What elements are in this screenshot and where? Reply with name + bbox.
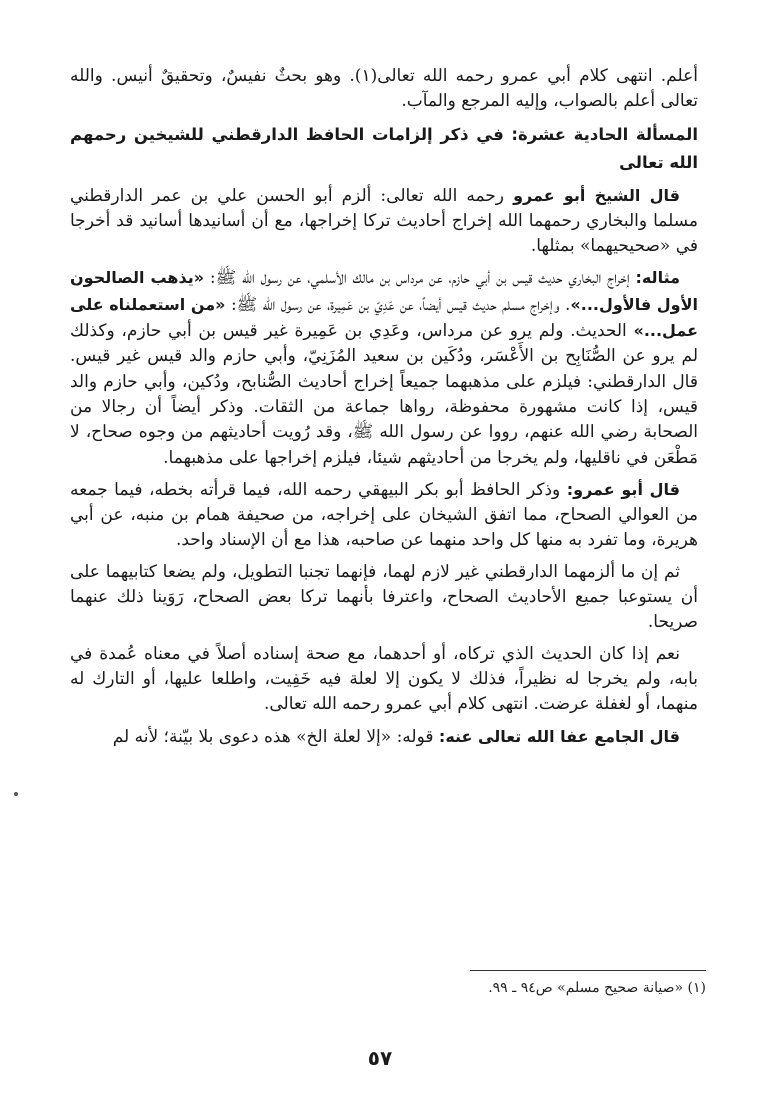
paragraph-text: وذكر الحافظ أبو بكر البيهقي رحمه الله، فيما قرأته بخطه، فيما جمعه من العوالي الصحاح، مما اتفق الشيخان على إخراجه، من صحيفة همام بن منبه، عن أبي هريرة، وما تفرد به منها كل واحد منهما عن صاحبه، هذا مع أن الإسناد واحد. [70, 479, 698, 551]
paragraph-text: رحمه الله تعالى: ألزم أبو الحسن علي بن عمر الدارقطني مسلما والبخاري رحمهما الله إخراج أحاديث تركا إخراجها، مع أن أسانيدها أسانيد قد أخرجا في «صحيحيهما» بمثلها. [70, 185, 698, 257]
paragraph-abu-amr [70, 477, 698, 554]
example-label: مثاله: [635, 268, 681, 288]
paragraph-hidden-defect: نعم إذا كان الحديث الذي تركاه، أو أحدهما، مع صحة إسناده أصلاً في معناه عُمدة في بابه، ولم يخرجا له نظيراً، فذلك لا يكون إلا لعلة فيه خَفِيت، واطلعا عليها، أو التارك له منهما، أو لغفلة عرضت. انتهى كلام أبي عمرو رحمه الله تعالى. [70, 643, 698, 715]
footnote: (١) «صيانة صحيح مسلم» ص٩٤ ـ ٩٩. [488, 980, 706, 996]
paragraph-text: إخراج البخاري حديث قيس بن أبي حازم، عن مرداس بن مالك الأسلمي، عن رسول الله ﷺ: [209, 268, 630, 289]
margin-mark [14, 792, 18, 796]
footnote-separator [470, 970, 706, 971]
paragraph-text: الحديث. ولم يرو عن مرداس، وعَدِي بن عَمِيرة غير قيس بن أبي حازم، وكذلك لم يرو عن الصُّنَابِح بن الأَعْسَر، ودُكَين بن سعيد المُزَنِيّ، وأبي حازم والد قيس غير قيس. قال الدارقطني: فيلزم على مذهبهما جميعاً إخراج أحاديث الصُّنابح، ودُكين، وأبي حازم والد قيس، إذا كانت مشهورة محفوظة، رواها جماعة من الثقات. وذكر أيضاً أن رجالا من الصحابة رضي الله عنهم، رووا عن رسول الله ﷺ، وقد رُويت أحاديثهم من وجوه صحاح، لا مَطْعَن في ناقليها، ولم يخرجا من أحاديثهم شيئا، فيلزم إخراجها على مذهبهما. [70, 321, 698, 468]
main-text-column [70, 64, 698, 756]
paragraph-compiler-remark [70, 724, 698, 750]
paragraph-conclusion: أعلم. انتهى كلام أبي عمرو رحمه الله تعالى(١). وهو بحثٌ نفيسٌ، وتحقيقٌ أنيس. والله تعالى أعلم بالصواب، وإليه المرجع والمآب. [70, 66, 698, 112]
paragraph-sheikh-abu-amr [70, 183, 698, 260]
hadith-quote: «يذهب الصالحون الأول فالأول...» [70, 268, 699, 314]
section-heading: المسألة الحادية عشرة: في ذكر إلزامات الحافظ الدارقطني للشيخين رحمهم الله تعالى [70, 124, 698, 172]
paragraph-text: قوله: «إلا لعلة الخ» هذه دعوى بلا بيّنة؛ لأنه لم [112, 726, 434, 747]
speaker-label: قال أبو عمرو: [566, 479, 680, 499]
speaker-label: قال الجامع عفا الله تعالى عنه: [438, 726, 680, 746]
hadith-quote: «من استعملناه على عمل...» [70, 294, 698, 341]
paragraph-text: . وإخراج مسلم حديث قيس أيضاً، عن عَدِيّ بن عَمِيرة، عن رسول الله ﷺ: [230, 294, 571, 315]
paragraph-not-binding: ثم إن ما ألزمهما الدارقطني غير لازم لهما، فإنهما تجنبا التطويل، ولم يضعا كتابيهما على أن يستوعبا جميع الأحاديث الصحاح، واعترفا بأنهما تركا بعض الصحاح، رَوَينا ذلك عنهما صريحا. [70, 561, 698, 633]
page-number: ٥٧ [367, 1046, 393, 1070]
paragraph-example [70, 265, 698, 470]
speaker-label: قال الشيخ أبو عمرو [513, 185, 680, 205]
